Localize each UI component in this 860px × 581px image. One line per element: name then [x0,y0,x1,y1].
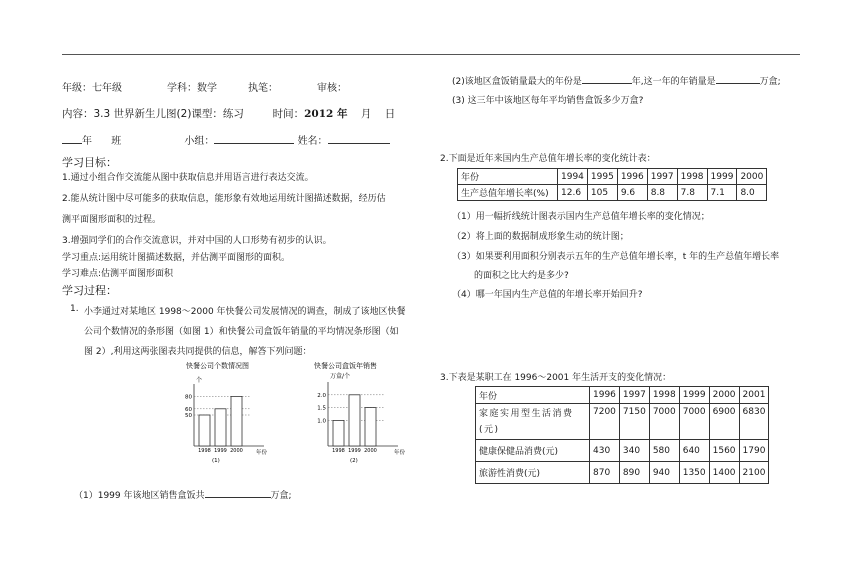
table-cell: 870 [590,462,620,484]
table-cell: 7200 [590,404,620,440]
problem2-q4: （4）哪一年国内生产总值的年增长率开始回升? [452,290,643,300]
table-cell: 580 [649,440,679,462]
table-cell: 340 [619,440,649,462]
table-cell: 2001 [739,387,769,404]
table-cell: 8.0 [737,185,767,201]
table-cell: 430 [590,440,620,462]
content-line [62,106,395,121]
table-header-label: 年份 [476,387,590,404]
table-row-label: 旅游性消费(元) [476,462,590,484]
class-suffix: 班 [111,136,122,147]
chart2-caption: (2) [350,458,358,464]
q2-suffix: 万盒; [759,77,781,87]
year-suffix: 年 [82,136,92,147]
bar-1998 [199,415,210,446]
table-cell: 640 [679,440,709,462]
x-tick-label: 1998 [198,448,211,454]
table-cell: 1790 [739,440,769,462]
table-row-label: 生产总值年增长率(%) [458,185,558,201]
table-cell: 2000 [709,387,739,404]
table-cell: 1999 [679,387,709,404]
problem1-number: 1. [70,304,79,314]
table-row [476,462,769,484]
q1-prefix: （1）1999 年该地区销售盒饭共 [74,491,205,501]
key-points: 学习重点:运用统计图描述数据，并估测平面图形的面积。 [62,253,291,263]
table-cell: 7000 [679,404,709,440]
chart1-xlabel: 年份 [256,450,268,456]
goal-item-3: 3.增强同学们的合作交流意识，并对中国的人口形势有初步的认识。 [62,236,332,246]
chart2-xlabel: 年份 [394,450,406,456]
table-cell: 6900 [709,404,739,440]
table-cell: 1998 [677,169,707,185]
table-cell: 1997 [647,169,677,185]
table-cell: 1997 [619,387,649,404]
table-cell: 1999 [707,169,737,185]
goal-item-2-cont: 测平面图形面积的过程。 [62,215,162,225]
problem1-line-3: 图 2）,利用这两张图表共同提供的信息，解答下列问题： [84,347,312,357]
header-grade: 年级：七年级 [62,83,122,94]
problem1-q3: (3) 这三年中该地区每年平均销售盒饭多少万盒? [452,96,644,106]
problem3-intro: 3.下表是某职工在 1996～2001 年生活开支的变化情况： [440,373,672,383]
chart2-ylabel: 万盒/个 [330,373,351,380]
x-tick-label: 2000 [364,448,377,454]
gdp-growth-table [457,168,767,201]
table-cell: 890 [619,462,649,484]
problem2-q2: （2）将上面的数据制成形象生动的统计图； [452,232,629,242]
y-tick-label: 1.0 [317,418,326,425]
table-cell: 1996 [617,169,647,185]
problem1-q2 [452,73,781,87]
problem2-q3b: 的面积之比大约是多少? [474,271,569,281]
q2-prefix: (2)该地区盒饭销量最大的年份是 [452,77,582,87]
problem1-line-2: 公司个数情况的条形图（如图 1）和快餐公司盒饭年销量的平均情况条形图（如 [84,327,399,337]
header-subject: 学科：数学 [167,83,217,94]
x-tick-label: 2000 [230,448,243,454]
bar-2000 [365,408,376,446]
table-cell: 1400 [709,462,739,484]
q2-mid: 年,这一年的年销量是 [631,77,716,87]
goal-item-1: 1.通过小组合作交流能从图中获取信息并用语言进行表达交流。 [62,173,314,183]
problem1-q1 [74,487,292,501]
x-tick-label: 1999 [214,448,227,454]
goal-item-2: 2.能从统计图中尽可能多的获取信息，能形象有效地运用统计图描述数据，经历估 [62,194,386,204]
table-cell: 12.6 [558,185,588,201]
y-tick-label: 2.0 [317,392,326,399]
content-type: 课型：练习 [191,108,244,120]
name-label: 姓名： [297,136,328,147]
table-cell: 7150 [619,404,649,440]
time-label: 时间： [272,108,305,120]
group-blank[interactable] [214,133,294,144]
table-cell: 2100 [739,462,769,484]
table-cell: 6830 [739,404,769,440]
header-writer: 执笔： [248,83,278,94]
chart1-ylabel: 个 [196,377,203,384]
problem2-q1: （1）用一幅折线统计图表示国内生产总值年增长率的变化情况； [452,212,710,222]
y-tick-label: 80 [185,394,192,401]
table-cell: 7.8 [677,185,707,201]
problem2-intro: 2.下面是近年来国内生产总值年增长率的变化统计表： [440,154,656,164]
bar-1999 [349,395,360,446]
difficulty: 学习难点:估测平面图形面积 [62,269,174,279]
goals-heading: 学习目标： [62,156,117,169]
table-cell: 940 [649,462,679,484]
chart1-caption: (1) [212,458,220,464]
problem2-q3a: （3）如果要利用面积分别表示五年的生产总值年增长率，t 年的生产总值年增长率 [452,252,780,262]
time-year: 2012 年 [304,108,348,120]
time-day: 日 [384,108,396,120]
name-blank[interactable] [328,133,390,144]
table-cell: 9.6 [617,185,647,201]
x-tick-label: 1999 [348,448,361,454]
content-label: 内容： [62,108,94,120]
class-line [62,132,390,147]
table-cell: 1350 [679,462,709,484]
problem1-line-1: 小李通过对某地区 1998～2000 年快餐公司发展情况的调查，制成了该地区快餐 [84,307,406,317]
table-cell: 1996 [590,387,620,404]
chart-company-count [180,358,280,468]
table-cell: 7.1 [707,185,737,201]
table-row [476,440,769,462]
table-row [458,169,767,185]
table-cell: 1995 [587,169,617,185]
header-review: 审核： [317,83,347,94]
bar-1999 [215,409,226,446]
table-header-label: 年份 [458,169,558,185]
table-cell: 1560 [709,440,739,462]
table-cell: 7000 [649,404,679,440]
table-row [458,185,767,201]
chart1-title: 快餐公司个数情况图 [186,362,249,370]
content-topic: 3.3 世界新生儿图(2) [93,108,192,120]
table-row [476,404,769,440]
q2-blank-sales[interactable] [716,73,760,84]
year-blank[interactable] [62,133,82,144]
table-cell: 8.8 [647,185,677,201]
q1-suffix: 万盒; [270,491,292,501]
y-tick-label: 1.5 [317,405,326,412]
x-tick-label: 1998 [332,448,345,454]
table-row-label: 健康保健品消费(元) [476,440,590,462]
table-cell: 1994 [558,169,588,185]
bar-1998 [333,420,344,446]
table-row-label: 家庭实用型生活消费(元) [476,404,590,440]
process-heading: 学习过程： [62,284,117,297]
table-cell: 1998 [649,387,679,404]
table-cell: 105 [587,185,617,201]
living-expense-table [475,386,769,484]
time-month: 月 [360,108,372,120]
table-row [476,387,769,404]
header-rule [62,54,800,55]
bar-2000 [231,396,242,446]
table-cell: 2000 [737,169,767,185]
q2-blank-year[interactable] [582,73,632,84]
y-tick-label: 60 [185,406,192,413]
y-tick-label: 50 [185,413,192,419]
chart2-title: 快餐公司盒饭年销售 [314,362,377,370]
chart-lunchbox-sales [314,358,414,468]
q1-blank[interactable] [205,487,271,498]
group-label: 小组： [184,136,215,147]
